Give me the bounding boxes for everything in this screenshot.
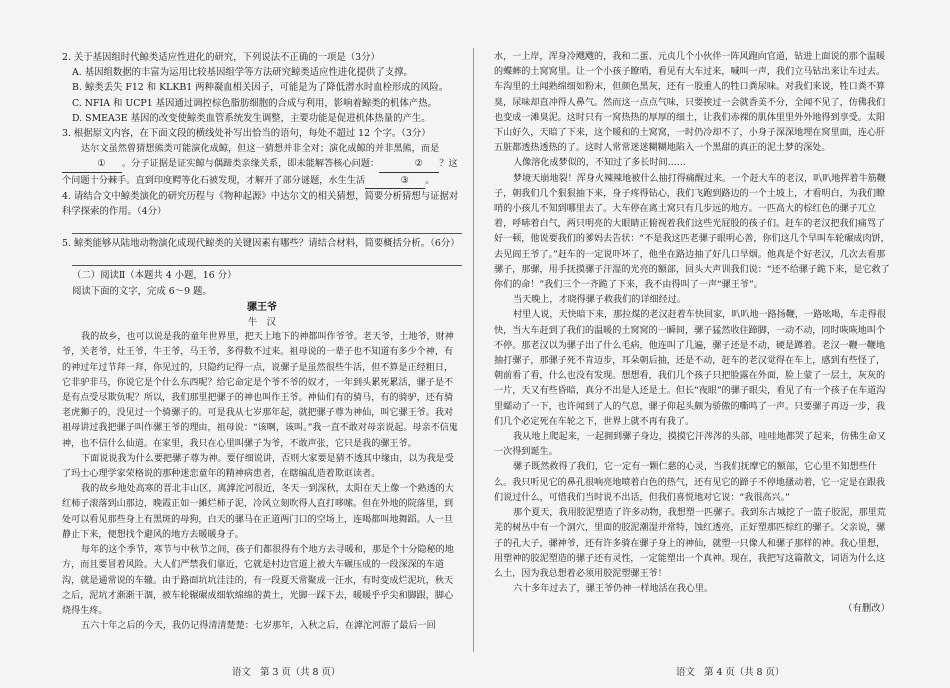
story-paragraph: 下面说说我为什么要把骡子尊为神。要仔细说讲，否则大家要是猜不透其中缘由，以为我是受了玛士心理学家荣格说的那种迷恋童年的精神病患者，在瞎编乱造着欺诓读者。 bbox=[62, 453, 454, 480]
story-paragraph: 村里人说，天快暗下来，那拉煤的老汉赶着车快回家，叭叭地一路扬鞭，一路吆喝，车走得很快，当大车赶到了我们的温暖的土窝窝的一瞬间，骡子猛然收住蹄脚，一动不动，同时咴咴地叫个不停。那老汉以为骡子出了什么毛病，他连叫了几遍，骡子还是不动，硬是蹲着。老汉一鞭一鞭地抽打骡子，那骡子死不肯迈步，耳朵朝后抽，还是不动，赶车的老汉觉得在车上，感到有些怪了，朝前看了看，什么也没有发现。想想看，我们几个孩子只把脸露在外面，脸上蒙了一层土，灰灰的一片，天又有些昏暗，真分不出是人还是土。但长“夜眼”的骡子眼尖，看见了有一个孩子在车道沟里蠕动了一下，也许闻到了人的气息，骡子仰起头颇为骄傲的嘶鸣了一声。只要骡子再迈一步，我们几个必定死在车轮之下，世界上就不再有我了。 bbox=[494, 310, 886, 427]
answer-line-q5[interactable] bbox=[72, 252, 462, 266]
section-heading: （二）阅读Ⅱ（本题共 4 小题，16 分） bbox=[72, 270, 237, 282]
left-page bbox=[62, 50, 462, 634]
story-paragraph: 骡子既然救得了我们，它一定有一颗仁慈的心灵，当我们抚摩它的额部，它心里不知想些什么。我只听见它的鼻孔很响亮地喷着白色的热气，还有见它的蹄子不停地搔动着，它一定是在跟我们说过什么，可惜我们当时说不出话，但我们喜悦地对它说：“我很高兴。” bbox=[494, 462, 886, 503]
material-segment-4: 。 bbox=[425, 174, 435, 186]
story-paragraph: 每年的这个季节，寒节与中秋节之间，孩子们都很得有个地方去寻暖和，那是个十分隐秘的地方，而且要冒着风险。大人们严禁我们靠近，它就是村边官道上被大车碾压成的一段深深的车道沟，就是通常说的车辙。由于路面坑坑洼洼的，有一段夏天常聚成一汪水，有时变成烂泥坑，秋天之后，泥坑才渐渐干涸，被车轮辗碾成细软绵绵的黄土，光脚一踩下去，暖暖乎乎尖和脚跟，脚心烧得生疼。 bbox=[62, 545, 454, 616]
material-segment-3: ？这个问题十分棘手。直到印度鳄等化石被发现，才解开了部分谜题，水生生活 bbox=[62, 158, 458, 186]
answer-blank-1[interactable]: ① bbox=[62, 156, 122, 172]
answer-blank-2[interactable]: ② bbox=[379, 156, 439, 172]
story-paragraph: 当天晚上，才晓得骡子救我们的详细经过。 bbox=[513, 295, 686, 306]
story-paragraph: 梦境天崩地裂！浑身火辣辣地被什么抽打得痛醒过来。一个赶大车的老汉，叭叭地挥着牛筋鞭子，朝我们几个狠狠抽下来，身子疼得钻心，我们飞跑到路边的一个土坡上，才看明白，为我们瞭哨的小孩儿不知到哪里去了。大车停在离土窝只有几步远的地方。一匹高大的棕红色的骡子兀立着，呼哧着白气，两只明亮的大眼睛正俯视着我们这些光屁股的孩子们。赶车的老汉把我们痛骂了好一顿，他说要我们的爹妈去告状：“不是我这匹老骡子眼明心善，你们这几个早叫车轮碾成肉饼，去见阎王爷了。”赶车的一定说吓坏了，他坐在路边抽了好几口旱烟。他真是个好老汉，几次去看那骡子，那骡，用手抚摸骡子汗湿的光亮的额部，回头大声训我们说：“还不给骡子跪下来，是它救了你们的命！”我们三个一齐跪了下来，我不由得叫了一声“骡王爷”。 bbox=[494, 173, 890, 291]
question-3-stem: 3. 根据原文内容，在下面文段的横线处补写出恰当的语句，每处不超过 12 个字。（3分） bbox=[62, 128, 431, 140]
material-segment-2: 。分子证据是证实鲸与偶蹄类亲缘关系，即未能解答核心问题： bbox=[122, 158, 380, 170]
story-paragraph: 六十多年过去了，骡王爷仍神一样地活在我心里。 bbox=[513, 584, 714, 595]
material-segment-1: 达尔文虽然曾猜想熊类可能演化成鲸，但这一猜想并非全对；演化成鲸的并非黑熊，而是 bbox=[81, 143, 440, 155]
source-note: （有删改） bbox=[843, 603, 890, 615]
question-2-stem: 2. 关于基因组时代鲸类适应性进化的研究，下列说法不正确的一项是（3分） bbox=[62, 52, 380, 63]
story-paragraph: 那个夏天，我用胶泥塑造了许多动物，我想塑一匹骡子。我到东古城挖了一篮子胶泥，那里荒芜的树丛中有一个洞穴，里面的胶泥潮湿并常特，蚀红透亮，正好塑那匹棕红的骡子。父亲说，骡子的孔大子，骡神爷，还有许多骑在骡子身上的神仙，就塑一只像人和骡子那样的神。我心里想，用塑神的胶泥塑造的骡子还有灵性，一定能塑出一个真神。现在，我把写这篇散文，词语为什么这么土，因为我总想着必须用胶泥塑骡王爷！ bbox=[494, 508, 886, 579]
story-paragraph: 水，一上岸，浑身冷飕飕的，我和二蛋、元贞几个小伙伴一阵风跑向官道，钻进上面说的那个温暖的蝶蟀的土窝窝里。让一个小孩子瞭哨，看见有大车过来，喊叫一声，我们立马钻出来让车过去。车沟里的土闻熟绵细如粉末，但颜色黑灰，还有一股重人的牲口粪尿味。对我们来说，牲口粪不算臭，尿味却直冲得人鼻气。然而这一点点气味，只要挨过一会就香美不分，全闻不见了，仿佛我们也变成一滩臭泥。这时只有一窝热热的厚厚的细土，让我们赤裸的肌体里里外外地得到享受。太阳下山好久，天暗了下来，这个暖和的土窝窝，一时仍冷却不了，小身子深深地埋在窝里面，连心肝五脏都透热透热的了。这时人常常迷迷糊糊地陷入一个黑甜的真正的泥土梦的深处。 bbox=[494, 52, 886, 154]
story-paragraph: 我从地上爬起来，一起拥到骡子身边，摸摸它汗涔涔的头部，哇哇地都哭了起来，仿佛生命又一次得到诞生。 bbox=[494, 432, 886, 458]
article-title: 骡王爷 bbox=[247, 301, 277, 313]
question-4-stem: 4. 请结合文中鲸类演化的研究历程与《物种起源》中达尔文的相关猜想，简要分析猜想与证据对科学探索的作用。（4分） bbox=[62, 190, 459, 218]
reading-instruction: 阅读下面的文字，完成 6～9 题。 bbox=[72, 285, 212, 297]
answer-line-q4[interactable] bbox=[72, 220, 462, 234]
page-footer-left: 语文 第 3 页（共 8 页） bbox=[232, 667, 341, 678]
right-page bbox=[494, 50, 894, 617]
story-paragraph: 五六十年之后的今天，我仍记得清清楚楚：七岁那年，入秋之后，在滹沱河游了最后一回 bbox=[81, 621, 436, 632]
question-2-option-c: C. NFIA 和 UCP1 基因通过调控棕色脂肪细胞的合成与利用，影响着鲸类的机体产热。 bbox=[72, 97, 437, 109]
answer-blank-3[interactable]: ③ bbox=[365, 173, 425, 189]
article-author: 牛 汉 bbox=[247, 317, 277, 329]
question-2-option-d: D. SMEA3E 基因的改变使鲸类血管系统发生调整，主要功能是促进机体热量的产生。 bbox=[72, 112, 431, 124]
page-footer-right: 语文 第 4 页（共 8 页） bbox=[676, 667, 785, 678]
story-paragraph: 人像溶化成梦似的，不知过了多长时间…… bbox=[513, 158, 686, 169]
story-paragraph: 我的故乡，也可以说是我的童年世界里，把天上地下的神都叫作爷爷。老天爷，土地爷，财神爷，关老爷，灶王爷，牛王爷，马王爷，多得数不过来。祖母说的一辈子也不知道有多少个神，有的神过年过节拜一拜，你见过的，只隐约记得一点，说骡子是虽然很些牛活，但不算是正经粗日，它非驴非马，你说它是个什么东西呢？给它命定是个爷不爷的奴才，一年到头累死累活，骡子是不是有点受尽欺负呢？所以，我们那里把骡子的神也叫作王爷。神仙们有的骑马，有的骑驴，还有骑老虎狮子的，没见过一个骑骡子的。可是我从七岁那年起，就把骡子尊为神仙，叫它骡王爷。我对祖母讲过我把骡子叫作骡王爷的理由，祖母说：“该啊，该叫。”我一直不敢对母亲说起。母亲不信鬼神，也不信什么仙道。在家里，我只在心里叫骡子为爷，不敢声张，它只是我的骡王爷。 bbox=[62, 332, 458, 449]
story-paragraph: 我的故乡地处高寒的晋北丰山区，离滹沱河很近，冬天一到深秋，太阳在天上像一个熟透的大红柿子滚落到山那边，晚霞正如一摊烂柿子泥，冷风立刻吹得人直打哆嗦。但在外地的院落里，到处可以看见那些身上有黑斑的母狗，白天的骡马在正道两门口的空场上，连喝都叫地舞蹈。人一旦静止下来，便想找个避风的地方去暖暖身子。 bbox=[62, 484, 454, 540]
question-2-option-b: B. 鲸类丢失 F12 和 KLKB1 两种凝血相关因子，可能是为了降低潜水时血栓形成的风险。 bbox=[72, 82, 449, 94]
question-5-stem: 5. 鲸类能够从陆地动物演化成现代鲸类的关键因素有哪些？请结合材料，简要概括分析。（6分） bbox=[62, 238, 460, 250]
question-2-option-a: A. 基因组数据的丰富为运用比较基因组学等方法研究鲸类适应性进化提供了支撑。 bbox=[72, 67, 413, 79]
page-divider bbox=[473, 48, 474, 652]
question-3-material bbox=[62, 141, 462, 189]
